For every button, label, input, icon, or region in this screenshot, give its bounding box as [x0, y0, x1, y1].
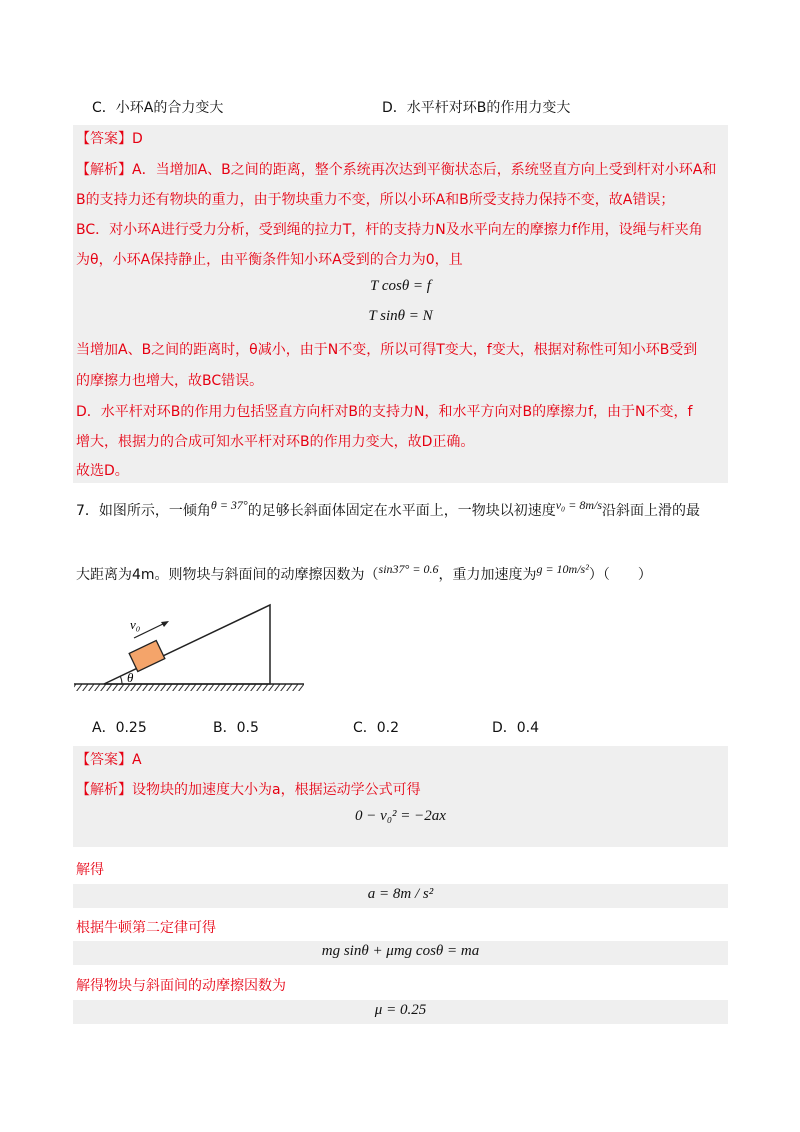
gravity-math: g = 10m/s² [536, 562, 589, 576]
q7-stem-text: 沿斜面上滑的最 [601, 503, 700, 519]
q7-option-c: C．0.2 [353, 720, 400, 736]
angle-label: θ [127, 670, 134, 685]
q7-answer: 【答案】A [76, 752, 142, 768]
q6-analysis-line-3: BC．对小环A进行受力分析，受到绳的拉力T，杆的支持力N及水平向左的摩擦力f作用，设绳与杆夹角 [76, 222, 703, 238]
incline-figure [70, 596, 310, 696]
q7-label-newton: 根据牛顿第二定律可得 [76, 920, 216, 936]
ground-hatch [74, 684, 304, 691]
q6-analysis2-line-3: D．水平杆对环B的作用力包括竖直方向杆对B的支持力N，和水平方向对B的摩擦力f，由于N不变，f [76, 404, 693, 420]
q6-equation-1: T cosθ = f [370, 278, 431, 294]
q7-analysis-line-1: 【解析】设物块的加速度大小为a，根据运动学公式可得 [76, 782, 421, 798]
q6-analysis2-line-2: 的摩擦力也增大，故BC错误。 [76, 373, 264, 389]
velocity-math: v₀ = 8m/s [555, 498, 602, 512]
q7-stem-text: 大距离为4m。则物块与斜面间的动摩擦因数为（ [76, 567, 379, 583]
q7-option-a: A．0.25 [92, 720, 147, 736]
q7-label-solve: 解得 [76, 862, 104, 878]
angle-arc [120, 676, 122, 684]
q7-label-mu: 解得物块与斜面间的动摩擦因数为 [76, 978, 286, 994]
q7-option-b: B．0.5 [213, 720, 259, 736]
q6-analysis2-line-5: 故选D。 [76, 463, 129, 479]
q6-option-c: C．小环A的合力变大 [92, 100, 224, 116]
q6-equation-2: T sinθ = N [368, 308, 433, 324]
q7-stem-line-1 [76, 498, 700, 521]
q7-stem-text: ，重力加速度为 [438, 567, 537, 583]
angle-math: θ = 37° [210, 498, 248, 512]
q6-analysis-line-2: B的支持力还有物块的重力，由于物块重力不变，所以小环A和B所受支持力保持不变，故A错误； [76, 192, 675, 208]
q7-option-d: D．0.4 [492, 720, 540, 736]
velocity-label: v₀ [130, 617, 141, 632]
q6-answer: 【答案】D [76, 131, 143, 147]
q7-stem-text: 7．如图所示，一倾角 [76, 503, 211, 519]
q7-stem-text: 的足够长斜面体固定在水平面上，一物块以初速度 [247, 503, 556, 519]
q6-analysis-line-4: 为θ，小环A保持静止，由平衡条件知小环A受到的合力为0，且 [76, 252, 463, 268]
q6-analysis2-line-4: 增大，根据力的合成可知水平杆对环B的作用力变大，故D正确。 [76, 434, 475, 450]
q7-equation-1: 0 − v₀² = −2ax [355, 808, 446, 824]
q6-analysis-line-1: 【解析】A．当增加A、B之间的距离，整个系统再次达到平衡状态后，系统竖直方向上受到杆对小环A和 [76, 162, 717, 178]
q7-stem-line-2 [76, 562, 652, 585]
q7-stem-text: ）（ ） [588, 567, 652, 583]
q6-option-d: D．水平杆对环B的作用力变大 [382, 100, 571, 116]
block [129, 641, 165, 672]
q7-equation-3: mg sinθ + μmg cosθ = ma [321, 943, 480, 959]
sine-math: sin37° = 0.6 [378, 562, 439, 576]
q7-equation-2: a = 8m / s² [367, 886, 434, 902]
q6-analysis2-line-1: 当增加A、B之间的距离时，θ减小，由于N不变，所以可得T变大，f变大，根据对称性可知小环B受到 [76, 342, 698, 358]
q7-equation-4: μ = 0.25 [374, 1002, 427, 1018]
